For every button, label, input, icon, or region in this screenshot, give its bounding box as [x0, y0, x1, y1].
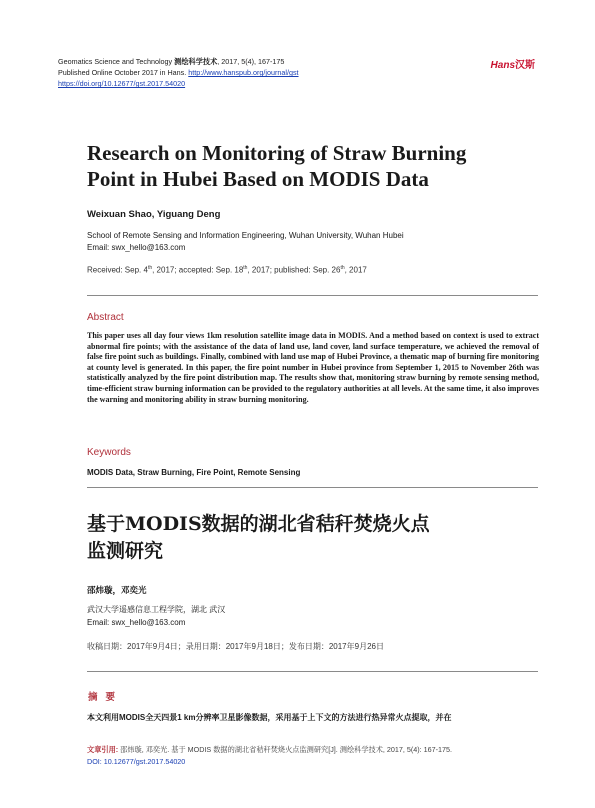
abstract-text-en: This paper uses all day four views 1km resolution satellite image data in MODIS. And a method based on context is used to extract abnormal fire points; with the assistance of the data of land use, land cover, land surface temperature, we achieved the removal of false fire point such as buildings. Finally, combined with land use map of Hubei Province, a thematic map of burning fire monitoring at county level is generated. In this paper, the fire point number in Hubei province from September 1, 2015 to November 26th was statistically analyzed by the fire point distribution map. The results show that, monitoring straw burning by remote sensing method, time-efficient straw burning information can be provided to the regulatory authorities at all levels. At the same time, it also improves the warning and monitoring ability in straw burning monitoring. [87, 331, 539, 404]
email-en: Email: swx_hello@163.com [87, 243, 186, 252]
affiliation-en: School of Remote Sensing and Information Engineering, Wuhan University, Wuhan Hubei [87, 231, 404, 240]
title-en-line1: Research on Monitoring of Straw Burning [87, 141, 467, 165]
affiliation-cn: 武汉大学遥感信息工程学院，湖北 武汉 [87, 605, 226, 614]
logo-latin: Hans [490, 60, 515, 71]
title-cn-line2: 监测研究 [87, 540, 164, 562]
logo-cn: 汉斯 [515, 60, 535, 71]
paper-title-cn [87, 511, 527, 565]
abstract-text-cn: 本文利用MODIS全天四景1 km分辨率卫星影像数据，采用基于上下文的方法进行热异常火点提取，并在 [87, 713, 452, 722]
keywords-heading-en: Keywords [87, 447, 131, 458]
journal-line [58, 56, 284, 67]
received-sup: th [147, 265, 153, 271]
doi-line [58, 78, 185, 89]
title-cn-line1: 基于MODIS数据的湖北省秸秆焚烧火点 [87, 513, 430, 535]
journal-url-link[interactable]: http://www.hanspub.org/journal/gst [188, 68, 299, 77]
abstract-heading-en: Abstract [87, 312, 124, 323]
doi-link[interactable]: https://doi.org/10.12677/gst.2017.54020 [58, 79, 186, 88]
authors-en: Weixuan Shao, Yiguang Deng [87, 209, 221, 220]
divider-mid [87, 487, 538, 488]
citation-text: 邵炜璇, 邓奕光. 基于 MODIS 数据的湖北省秸秆焚烧火点监测研究[J]. 测绘科学技术, 2017, 5(4): 167-175. [120, 745, 453, 754]
accepted-date: , 2017; accepted: Sep. 18 [152, 265, 244, 275]
abstract-heading-cn: 摘要 [88, 692, 124, 703]
citation-doi[interactable]: DOI: 10.12677/gst.2017.54020 [87, 757, 186, 766]
paper-title-en [87, 140, 527, 192]
email-cn: Email: swx_hello@163.com [87, 618, 186, 627]
accepted-sup: th [243, 265, 248, 271]
received-date: Received: Sep. 4 [87, 265, 148, 275]
authors-cn: 邵炜璇，邓奕光 [87, 585, 147, 595]
published-sup: th [340, 265, 345, 271]
published-prefix: Published Online October 2017 in Hans. [58, 68, 187, 77]
journal-name-en: Geomatics Science and Technology [58, 57, 173, 66]
citation-label: 文章引用: [87, 745, 119, 754]
divider-top [87, 295, 538, 296]
dates-cn: 收稿日期：2017年9月4日；录用日期：2017年9月18日；发布日期：2017年9月26日 [87, 642, 384, 651]
published-line [58, 67, 299, 78]
title-en-line2: Point in Hubei Based on MODIS Data [87, 167, 429, 191]
divider-cn [87, 671, 538, 672]
dates-tail: , 2017 [344, 265, 367, 275]
journal-issue: , 2017, 5(4), 167-175 [217, 57, 285, 66]
citation-block [87, 744, 452, 768]
keywords-en: MODIS Data, Straw Burning, Fire Point, Remote Sensing [87, 468, 301, 477]
dates-en [87, 265, 367, 275]
journal-name-cn: 测绘科学技术 [174, 57, 218, 66]
hans-logo [491, 56, 535, 71]
published-date: , 2017; published: Sep. 26 [247, 265, 341, 275]
